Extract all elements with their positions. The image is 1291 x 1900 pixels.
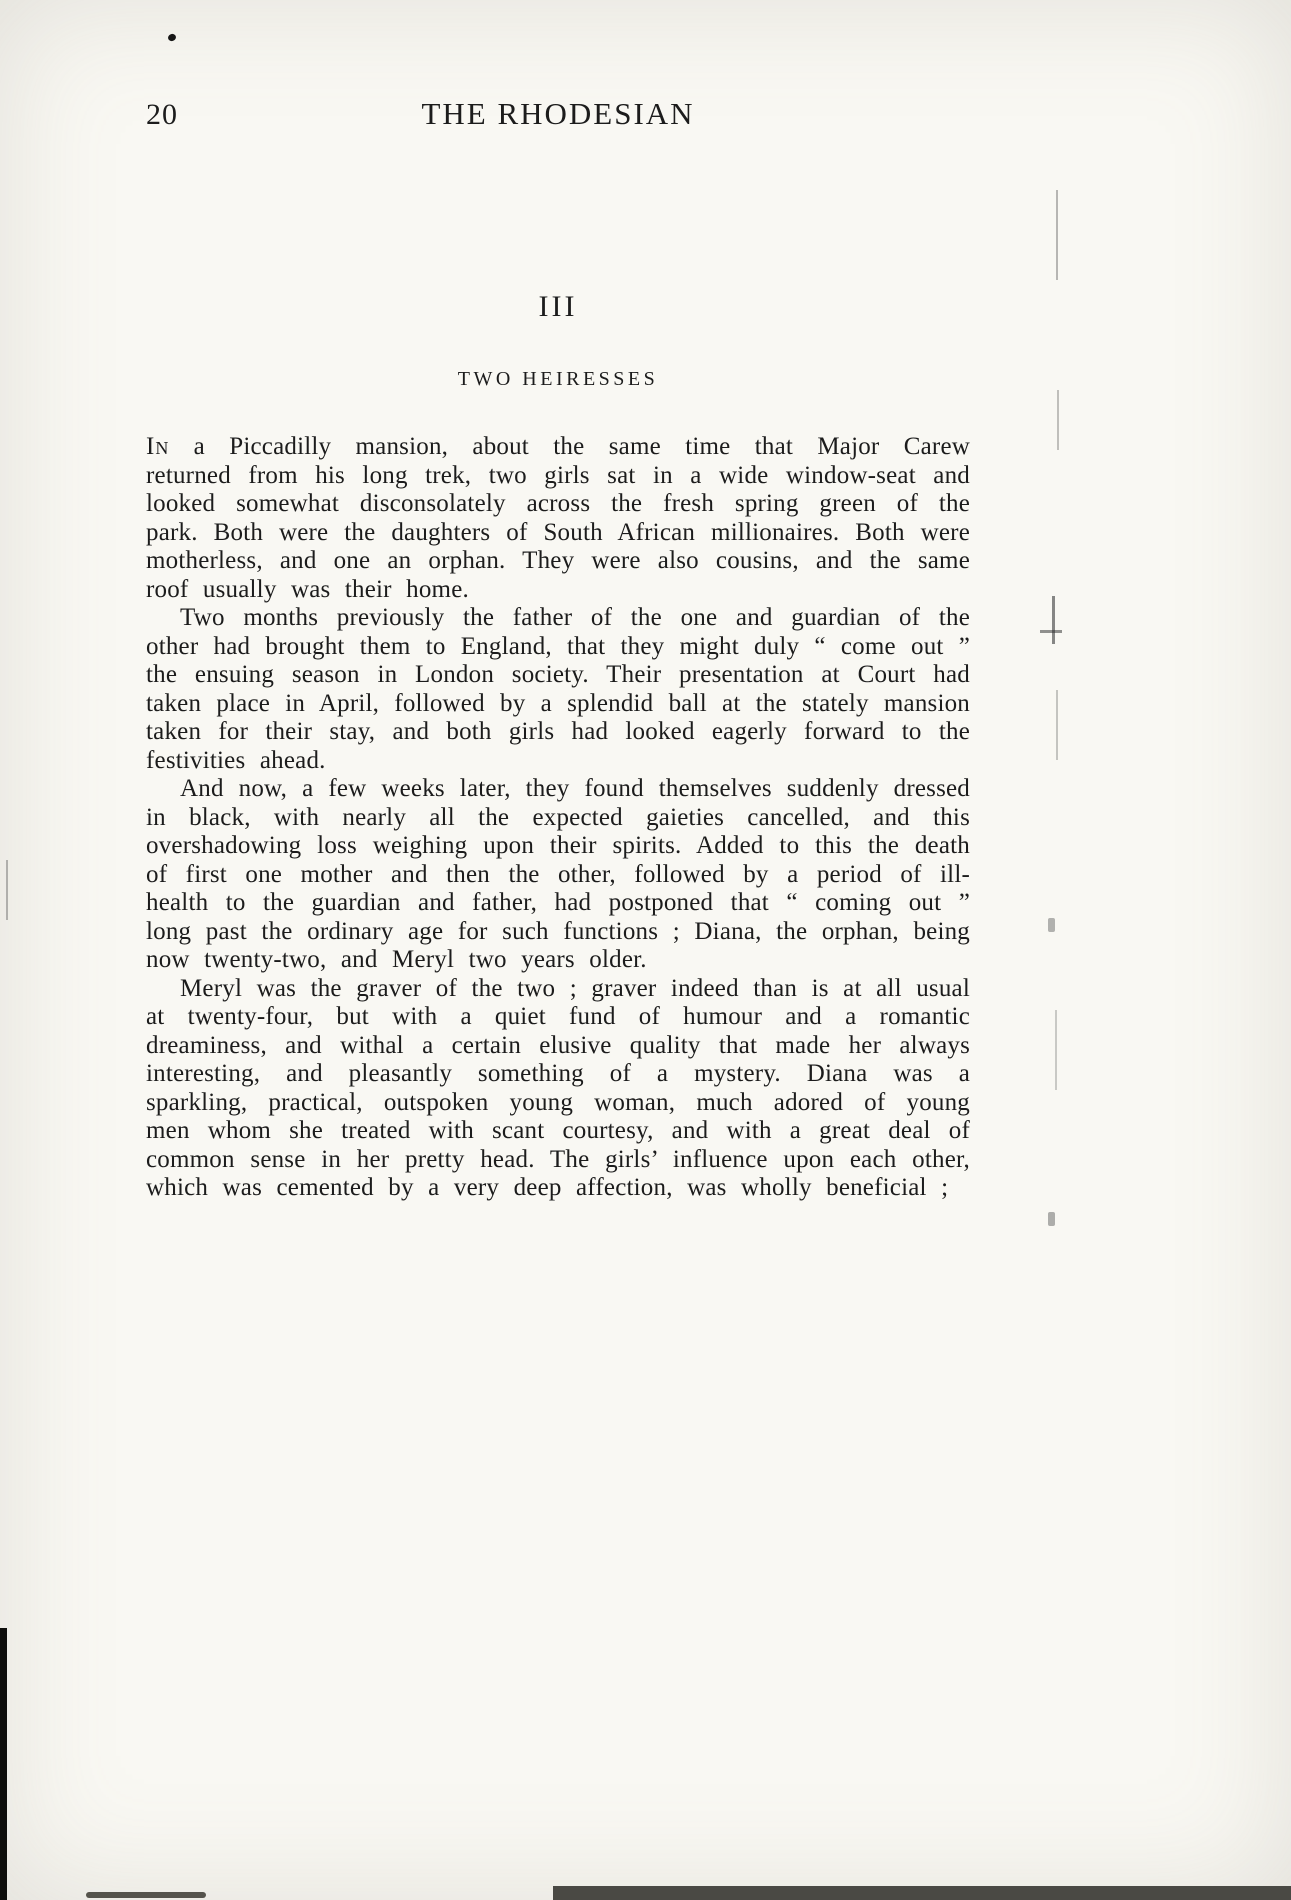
page-header <box>146 96 970 140</box>
paragraph-2: Two months previously the father of the one and guardian of the other had brought them to England, that they might duly “ come out ” the ensuing season in London society. Their presentation at Court had taken place in April, followed by a splendid ball at the stately mansion taken for their stay, and both girls had looked eagerly forward to the festivities ahead. <box>146 604 970 774</box>
scan-artifact-right-4 <box>1040 630 1062 633</box>
scan-artifact-right-1 <box>1056 190 1058 280</box>
paragraph-1 <box>146 433 970 604</box>
scan-artifact-right-2 <box>1057 390 1059 450</box>
page-edge-shadow-bottom <box>553 1886 1291 1900</box>
paragraph-3: And now, a few weeks later, they found themselves suddenly dressed in black, with nearly all the expected gaieties cancelled, and this overshadowing loss weighing upon their spirits. Added to this the death of first one mother and then the other, followed by a period of ill-health to the guardian and father, had postponed that “ coming out ” long past the ordinary age for such functions ; Diana, the orphan, being now twenty-two, and Meryl two years older. <box>146 775 970 973</box>
scan-artifact-left-1 <box>6 860 8 920</box>
scan-artifact-right-7 <box>1055 1010 1057 1090</box>
chapter-number: III <box>538 290 578 323</box>
body-text <box>146 433 970 1203</box>
running-title: THE RHODESIAN <box>421 96 695 131</box>
scan-artifact-right-6 <box>1048 918 1055 932</box>
paragraph-1-lead-word: In <box>146 433 170 460</box>
scan-artifact-right-5 <box>1056 690 1058 760</box>
scan-artifact-right-3 <box>1052 596 1055 644</box>
page-edge-shadow-left <box>0 1628 7 1900</box>
paragraph-4: Meryl was the graver of the two ; graver indeed than is at all usual at twenty-four, but with a quiet fund of humour and a romantic dreaminess, and withal a certain elusive quality that made her always interesting, and pleasantly something of a mystery. Diana was a sparkling, practical, outspoken young woman, much adored of young men whom she treated with scant courtesy, and with a great deal of common sense in her pretty head. The girls’ influence upon each other, which was cemented by a very deep affection, was wholly beneficial ; <box>146 974 970 1201</box>
paragraph-1-text: a Piccadilly mansion, about the same time that Major Carew returned from his long trek, two girls sat in a wide window-seat and looked somewhat disconsolately across the fresh spring green of the park. Both were the daughters of South African millionaires. Both were motherless, and one an orphan. They were also cousins, and the same roof usually was their home. <box>146 433 970 603</box>
page-number: 20 <box>146 98 178 131</box>
ink-dot-artifact <box>167 33 177 42</box>
page-edge-mark-bottom <box>86 1892 206 1898</box>
chapter-title: TWO HEIRESSES <box>457 368 659 390</box>
scan-artifact-right-8 <box>1048 1212 1055 1226</box>
